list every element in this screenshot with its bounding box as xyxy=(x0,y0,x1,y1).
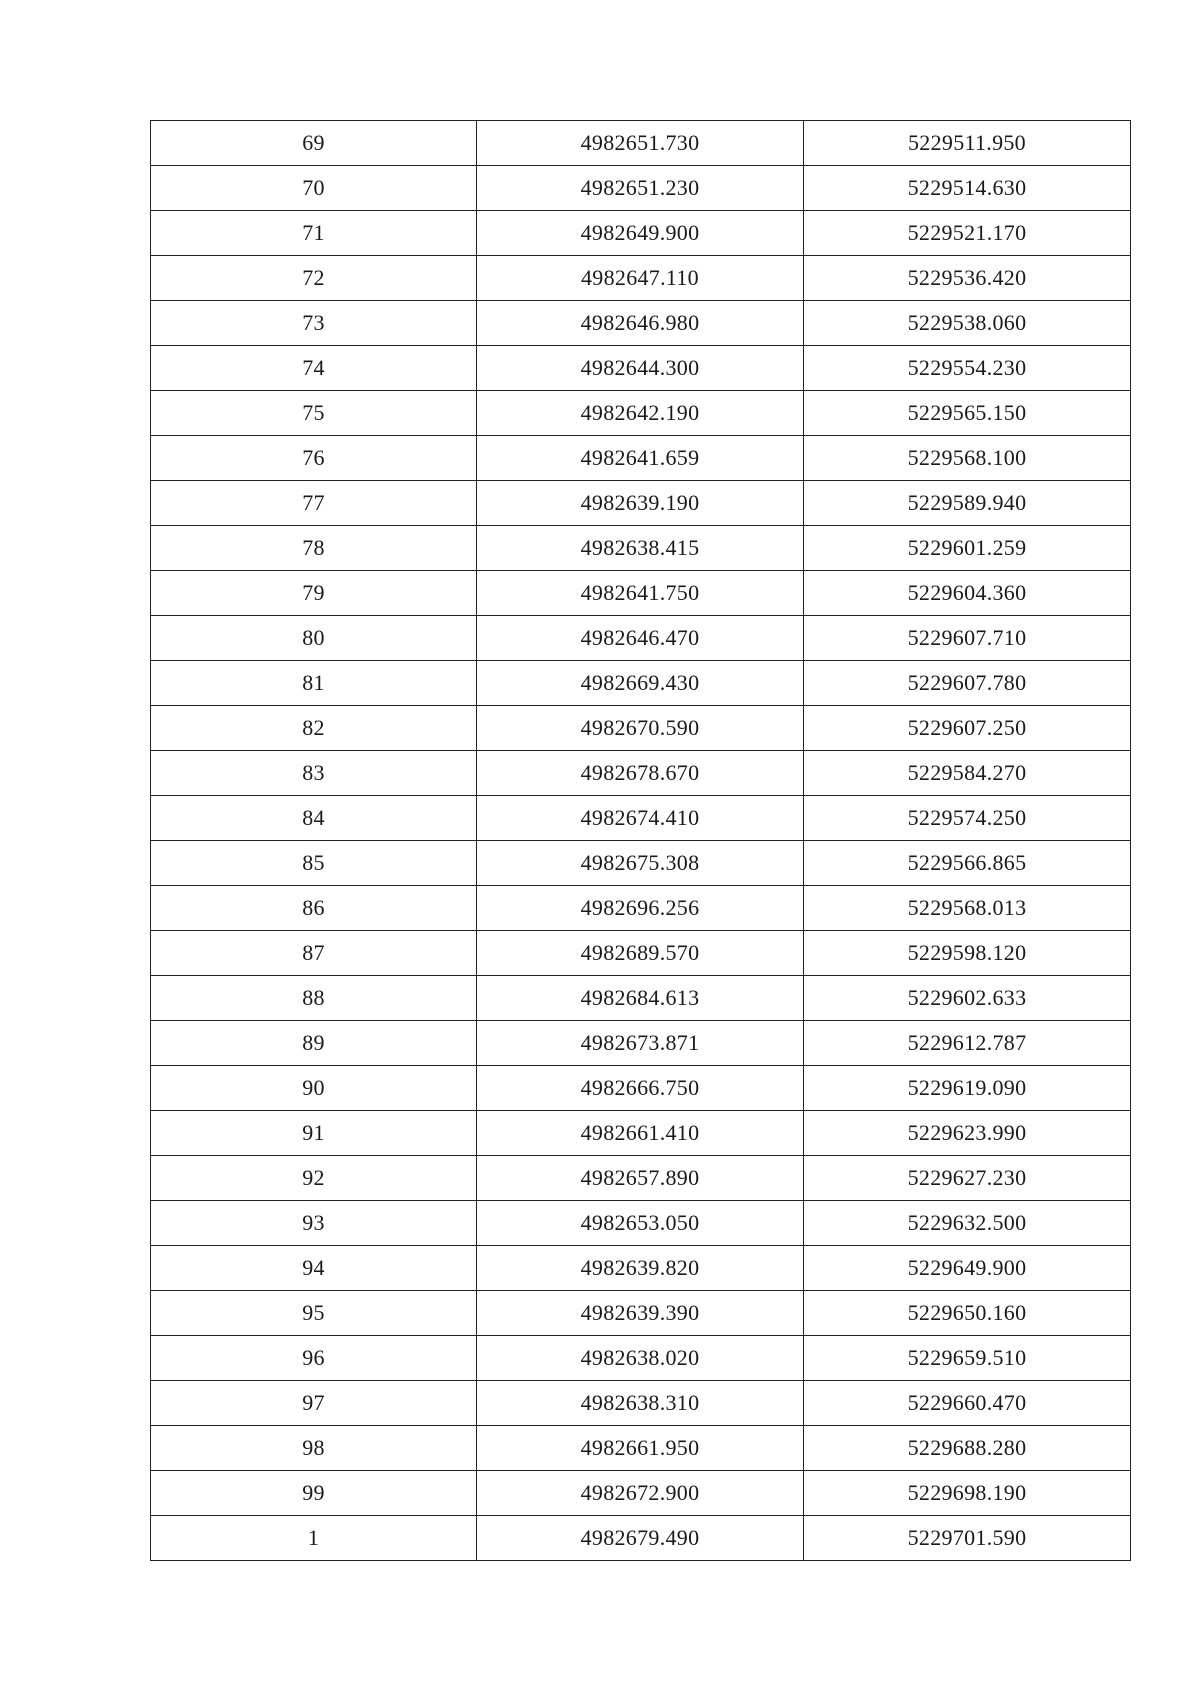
x-coordinate-cell: 4982638.415 xyxy=(477,526,804,571)
y-coordinate-cell: 5229554.230 xyxy=(804,346,1131,391)
y-coordinate-cell: 5229598.120 xyxy=(804,931,1131,976)
x-coordinate-cell: 4982649.900 xyxy=(477,211,804,256)
x-coordinate-cell: 4982646.470 xyxy=(477,616,804,661)
point-number-cell: 80 xyxy=(151,616,477,661)
point-number-cell: 89 xyxy=(151,1021,477,1066)
y-coordinate-cell: 5229538.060 xyxy=(804,301,1131,346)
x-coordinate-cell: 4982638.310 xyxy=(477,1381,804,1426)
coordinates-table xyxy=(150,120,1131,1561)
x-coordinate-cell: 4982696.256 xyxy=(477,886,804,931)
point-number-cell: 85 xyxy=(151,841,477,886)
table-row xyxy=(151,1111,1131,1156)
table-row xyxy=(151,886,1131,931)
point-number-cell: 81 xyxy=(151,661,477,706)
x-coordinate-cell: 4982675.308 xyxy=(477,841,804,886)
table-row xyxy=(151,751,1131,796)
y-coordinate-cell: 5229623.990 xyxy=(804,1111,1131,1156)
table-row xyxy=(151,1426,1131,1471)
table-row xyxy=(151,1516,1131,1561)
y-coordinate-cell: 5229627.230 xyxy=(804,1156,1131,1201)
x-coordinate-cell: 4982678.670 xyxy=(477,751,804,796)
point-number-cell: 88 xyxy=(151,976,477,1021)
table-row xyxy=(151,436,1131,481)
x-coordinate-cell: 4982641.750 xyxy=(477,571,804,616)
x-coordinate-cell: 4982638.020 xyxy=(477,1336,804,1381)
x-coordinate-cell: 4982653.050 xyxy=(477,1201,804,1246)
point-number-cell: 84 xyxy=(151,796,477,841)
x-coordinate-cell: 4982657.890 xyxy=(477,1156,804,1201)
table-row xyxy=(151,301,1131,346)
y-coordinate-cell: 5229514.630 xyxy=(804,166,1131,211)
point-number-cell: 86 xyxy=(151,886,477,931)
point-number-cell: 87 xyxy=(151,931,477,976)
x-coordinate-cell: 4982674.410 xyxy=(477,796,804,841)
point-number-cell: 75 xyxy=(151,391,477,436)
table-row xyxy=(151,481,1131,526)
y-coordinate-cell: 5229619.090 xyxy=(804,1066,1131,1111)
y-coordinate-cell: 5229688.280 xyxy=(804,1426,1131,1471)
point-number-cell: 94 xyxy=(151,1246,477,1291)
x-coordinate-cell: 4982644.300 xyxy=(477,346,804,391)
point-number-cell: 99 xyxy=(151,1471,477,1516)
x-coordinate-cell: 4982679.490 xyxy=(477,1516,804,1561)
point-number-cell: 83 xyxy=(151,751,477,796)
table-row xyxy=(151,1246,1131,1291)
x-coordinate-cell: 4982672.900 xyxy=(477,1471,804,1516)
point-number-cell: 73 xyxy=(151,301,477,346)
table-row xyxy=(151,121,1131,166)
table-row xyxy=(151,391,1131,436)
x-coordinate-cell: 4982646.980 xyxy=(477,301,804,346)
y-coordinate-cell: 5229701.590 xyxy=(804,1516,1131,1561)
y-coordinate-cell: 5229607.250 xyxy=(804,706,1131,751)
y-coordinate-cell: 5229659.510 xyxy=(804,1336,1131,1381)
x-coordinate-cell: 4982642.190 xyxy=(477,391,804,436)
x-coordinate-cell: 4982651.730 xyxy=(477,121,804,166)
point-number-cell: 91 xyxy=(151,1111,477,1156)
x-coordinate-cell: 4982673.871 xyxy=(477,1021,804,1066)
point-number-cell: 70 xyxy=(151,166,477,211)
table-row xyxy=(151,571,1131,616)
y-coordinate-cell: 5229536.420 xyxy=(804,256,1131,301)
table-row xyxy=(151,706,1131,751)
y-coordinate-cell: 5229584.270 xyxy=(804,751,1131,796)
table-row xyxy=(151,661,1131,706)
y-coordinate-cell: 5229568.013 xyxy=(804,886,1131,931)
point-number-cell: 79 xyxy=(151,571,477,616)
table-row xyxy=(151,1381,1131,1426)
y-coordinate-cell: 5229566.865 xyxy=(804,841,1131,886)
table-row xyxy=(151,1336,1131,1381)
point-number-cell: 1 xyxy=(151,1516,477,1561)
table-row xyxy=(151,796,1131,841)
point-number-cell: 71 xyxy=(151,211,477,256)
point-number-cell: 96 xyxy=(151,1336,477,1381)
x-coordinate-cell: 4982647.110 xyxy=(477,256,804,301)
y-coordinate-cell: 5229607.780 xyxy=(804,661,1131,706)
table-row xyxy=(151,211,1131,256)
y-coordinate-cell: 5229607.710 xyxy=(804,616,1131,661)
y-coordinate-cell: 5229660.470 xyxy=(804,1381,1131,1426)
point-number-cell: 92 xyxy=(151,1156,477,1201)
point-number-cell: 97 xyxy=(151,1381,477,1426)
x-coordinate-cell: 4982641.659 xyxy=(477,436,804,481)
table-row xyxy=(151,1021,1131,1066)
table-row xyxy=(151,1291,1131,1336)
x-coordinate-cell: 4982684.613 xyxy=(477,976,804,1021)
table-row xyxy=(151,1156,1131,1201)
point-number-cell: 93 xyxy=(151,1201,477,1246)
y-coordinate-cell: 5229602.633 xyxy=(804,976,1131,1021)
table-row xyxy=(151,1471,1131,1516)
x-coordinate-cell: 4982639.190 xyxy=(477,481,804,526)
x-coordinate-cell: 4982661.410 xyxy=(477,1111,804,1156)
table-row xyxy=(151,346,1131,391)
y-coordinate-cell: 5229698.190 xyxy=(804,1471,1131,1516)
table-row xyxy=(151,931,1131,976)
y-coordinate-cell: 5229511.950 xyxy=(804,121,1131,166)
y-coordinate-cell: 5229589.940 xyxy=(804,481,1131,526)
table-row xyxy=(151,1066,1131,1111)
x-coordinate-cell: 4982669.430 xyxy=(477,661,804,706)
x-coordinate-cell: 4982651.230 xyxy=(477,166,804,211)
table-row xyxy=(151,976,1131,1021)
y-coordinate-cell: 5229568.100 xyxy=(804,436,1131,481)
y-coordinate-cell: 5229650.160 xyxy=(804,1291,1131,1336)
y-coordinate-cell: 5229565.150 xyxy=(804,391,1131,436)
y-coordinate-cell: 5229604.360 xyxy=(804,571,1131,616)
x-coordinate-cell: 4982661.950 xyxy=(477,1426,804,1471)
point-number-cell: 90 xyxy=(151,1066,477,1111)
table-row xyxy=(151,166,1131,211)
x-coordinate-cell: 4982689.570 xyxy=(477,931,804,976)
point-number-cell: 72 xyxy=(151,256,477,301)
y-coordinate-cell: 5229632.500 xyxy=(804,1201,1131,1246)
point-number-cell: 77 xyxy=(151,481,477,526)
coordinates-table-body xyxy=(151,121,1131,1561)
table-row xyxy=(151,841,1131,886)
y-coordinate-cell: 5229612.787 xyxy=(804,1021,1131,1066)
point-number-cell: 95 xyxy=(151,1291,477,1336)
point-number-cell: 82 xyxy=(151,706,477,751)
x-coordinate-cell: 4982670.590 xyxy=(477,706,804,751)
point-number-cell: 69 xyxy=(151,121,477,166)
y-coordinate-cell: 5229521.170 xyxy=(804,211,1131,256)
y-coordinate-cell: 5229574.250 xyxy=(804,796,1131,841)
x-coordinate-cell: 4982639.820 xyxy=(477,1246,804,1291)
point-number-cell: 74 xyxy=(151,346,477,391)
point-number-cell: 76 xyxy=(151,436,477,481)
y-coordinate-cell: 5229601.259 xyxy=(804,526,1131,571)
y-coordinate-cell: 5229649.900 xyxy=(804,1246,1131,1291)
table-row xyxy=(151,256,1131,301)
x-coordinate-cell: 4982666.750 xyxy=(477,1066,804,1111)
table-row xyxy=(151,616,1131,661)
table-row xyxy=(151,1201,1131,1246)
point-number-cell: 78 xyxy=(151,526,477,571)
table-row xyxy=(151,526,1131,571)
point-number-cell: 98 xyxy=(151,1426,477,1471)
x-coordinate-cell: 4982639.390 xyxy=(477,1291,804,1336)
